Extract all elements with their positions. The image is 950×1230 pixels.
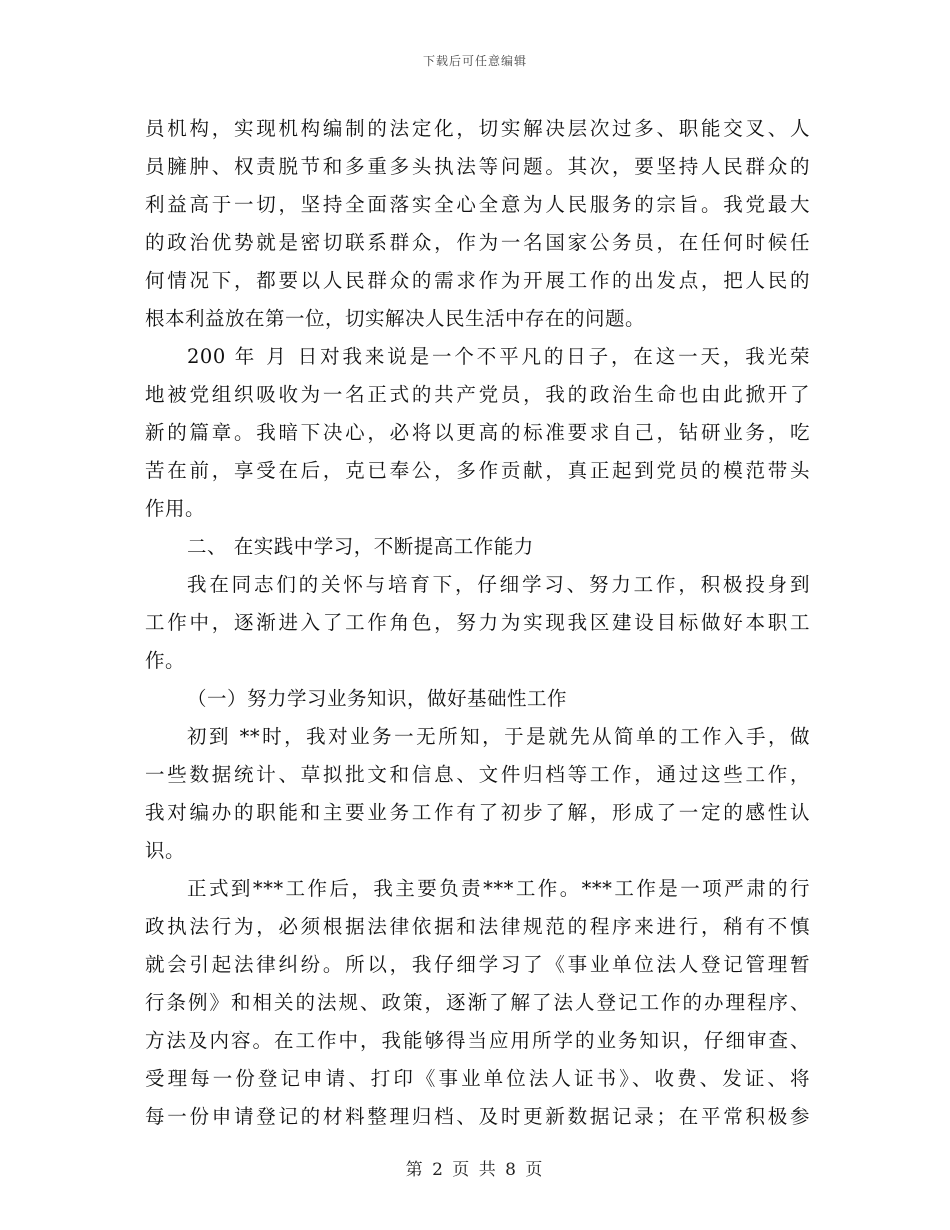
body-line: 受理每一份登记申请、打印《事业单位法人证书》、收费、发证、将 (145, 1067, 810, 1090)
body-line: 地被党组织吸收为一名正式的共产党员，我的政治生命也由此掀开了 (145, 383, 810, 406)
section-heading: 二、 在实践中学习，不断提高工作能力 (187, 535, 534, 558)
body-line: 工作中，逐渐进入了工作角色，努力为实现我区建设目标做好本职工 (145, 611, 810, 634)
body-line: 利益高于一切，坚持全面落实全心全意为人民服务的宗旨。我党最大 (145, 193, 810, 216)
body-line: 新的篇章。我暗下决心，必将以更高的标准要求自己，钻研业务，吃 (145, 421, 810, 444)
body-line: 识。 (145, 839, 186, 862)
body-line: 苦在前，享受在后，克已奉公，多作贡献，真正起到党员的模范带头 (145, 459, 810, 482)
body-line: 何情况下，都要以人民群众的需求作为开展工作的出发点，把人民的 (145, 269, 810, 292)
body-line: 根本利益放在第一位，切实解决人民生活中存在的问题。 (145, 307, 646, 330)
body-line: 我在同志们的关怀与培育下，仔细学习、努力工作，积极投身到 (187, 573, 810, 596)
body-line: 作。 (145, 649, 186, 672)
body-line: 政执法行为，必须根据法律依据和法律规范的程序来进行，稍有不慎 (145, 915, 810, 938)
body-line: 员臃肿、权责脱节和多重多头执法等问题。其次，要坚持人民群众的 (145, 155, 810, 178)
body-line: 正式到***工作后，我主要负责***工作。***工作是一项严肃的行 (187, 877, 810, 900)
body-line: 方法及内容。在工作中，我能够得当应用所学的业务知识，仔细审查、 (145, 1029, 810, 1052)
body-line: 作用。 (145, 497, 206, 520)
body-line: 每一份申请登记的材料整理归档、及时更新数据记录；在平常积极参 (145, 1105, 810, 1128)
body-line: 行条例》和相关的法规、政策，逐渐了解了法人登记工作的办理程序、 (145, 991, 810, 1014)
page-header: 下载后可任意编辑 (422, 54, 527, 68)
body-line: 的政治优势就是密切联系群众，作为一名国家公务员，在任何时候任 (145, 231, 810, 254)
body-line: 一些数据统计、草拟批文和信息、文件归档等工作，通过这些工作， (145, 763, 810, 786)
body-line: 200 年 月 日对我来说是一个不平凡的日子，在这一天，我光荣 (187, 345, 810, 368)
body-line: 员机构，实现机构编制的法定化，切实解决层次过多、职能交叉、人 (145, 117, 810, 140)
document-body (145, 110, 810, 1136)
page-number-footer: 第 2 页 共 8 页 (405, 1160, 545, 1180)
body-line: 我对编办的职能和主要业务工作有了初步了解，形成了一定的感性认 (145, 801, 810, 824)
subsection-heading: （一）努力学习业务知识，做好基础性工作 (187, 687, 568, 710)
body-line: 就会引起法律纠纷。所以，我仔细学习了《事业单位法人登记管理暂 (145, 953, 810, 976)
body-line: 初到 **时，我对业务一无所知，于是就先从简单的工作入手，做 (187, 725, 810, 748)
